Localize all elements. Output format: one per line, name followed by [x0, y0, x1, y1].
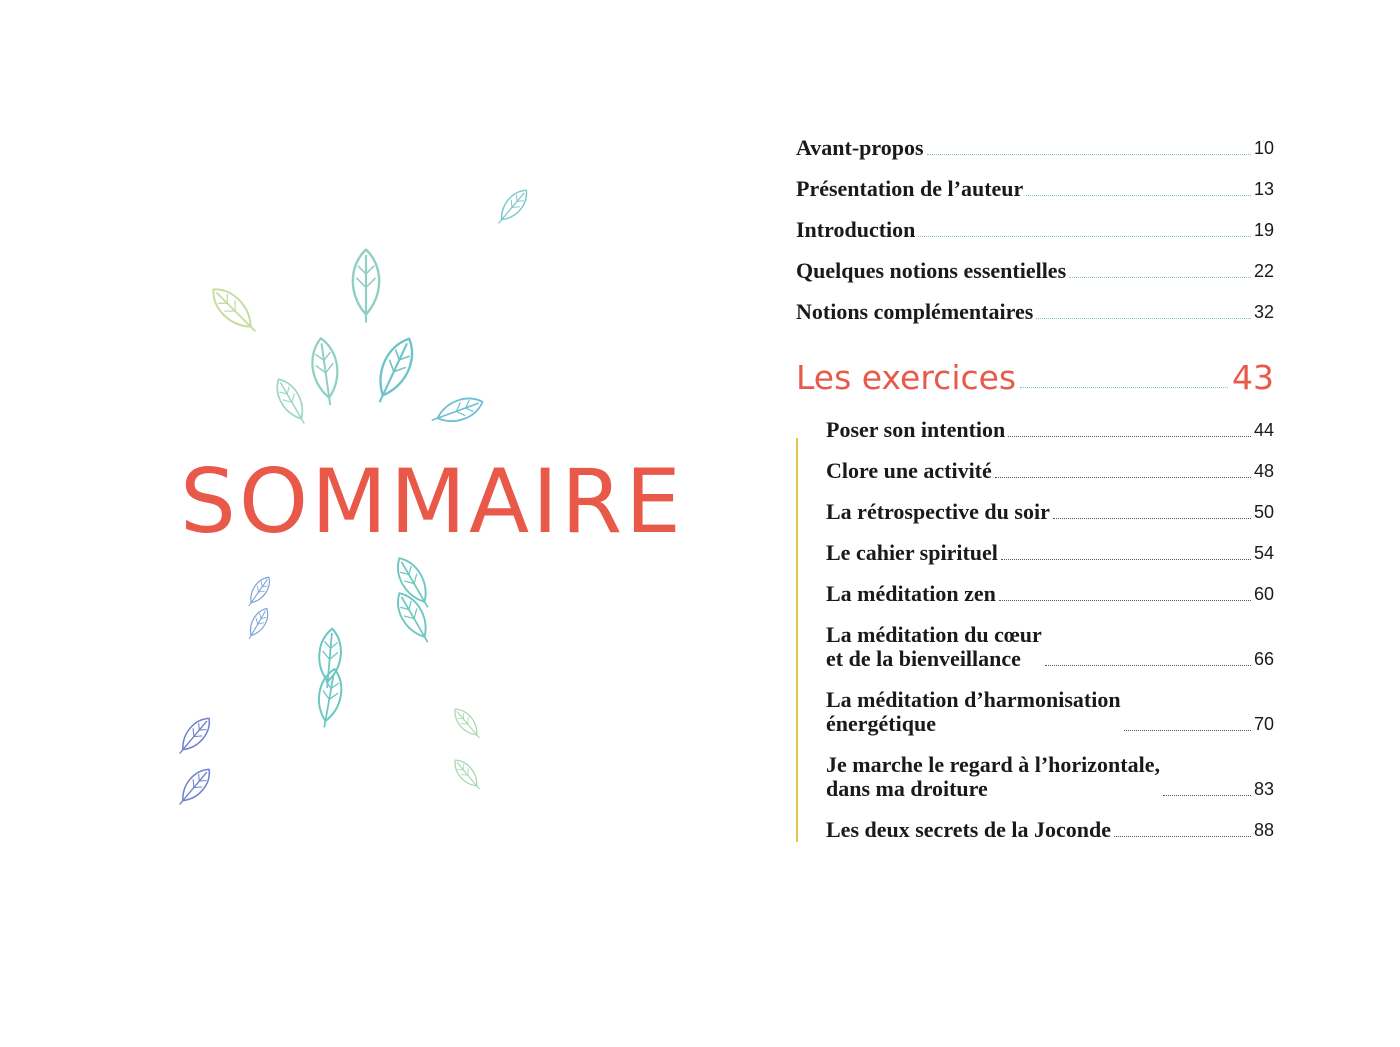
- dot-leader: [1008, 436, 1251, 437]
- dot-leader: [1163, 795, 1251, 796]
- toc-entry-title-line2: dans ma droiture: [826, 776, 988, 801]
- toc-entry-title-line2: et de la bienveillance: [826, 646, 1021, 671]
- toc-entry-page: 88: [1253, 820, 1274, 840]
- toc-entry-page: 48: [1253, 461, 1274, 481]
- sub-entries: [826, 418, 1274, 842]
- sommaire-title: SOMMAIRE: [180, 450, 684, 553]
- right-page: [700, 0, 1400, 1047]
- toc-entry-title: La méditation zen: [826, 581, 996, 606]
- leaf-icon: [353, 250, 379, 323]
- leaf-icon: [173, 764, 215, 810]
- dot-leader: [1036, 318, 1251, 319]
- toc-entry-title: Les deux secrets de la Joconde: [826, 817, 1111, 842]
- toc-entry-je-marche[interactable]: [826, 753, 1274, 801]
- dot-leader: [1124, 730, 1251, 731]
- leaf-icon: [244, 574, 275, 610]
- table-of-contents: [796, 136, 1274, 842]
- toc-entry-title-line1: Je marche le regard à l’horizontale,: [826, 752, 1160, 777]
- toc-entry-title: Le cahier spirituel: [826, 540, 998, 565]
- leaf-icon: [428, 393, 485, 430]
- leaf-icon: [450, 705, 485, 743]
- toc-entry-page: 22: [1253, 261, 1274, 281]
- toc-entry-page: 19: [1253, 220, 1274, 240]
- toc-entry-avant-propos[interactable]: [796, 136, 1274, 160]
- toc-entry-notions-essentielles[interactable]: [796, 259, 1274, 283]
- toc-entry-clore-activite[interactable]: [826, 459, 1274, 483]
- leaf-icon: [314, 667, 345, 729]
- toc-entry-notions-complementaires[interactable]: [796, 300, 1274, 324]
- main-entries: [796, 136, 1274, 324]
- dot-leader: [1114, 836, 1251, 837]
- toc-entry-page: 32: [1253, 302, 1274, 322]
- dot-leader: [1026, 195, 1251, 196]
- toc-entry-page: 44: [1253, 420, 1274, 440]
- toc-entry-poser-intention[interactable]: [826, 418, 1274, 442]
- toc-entry-page: 13: [1253, 179, 1274, 199]
- toc-section-exercices[interactable]: [796, 360, 1274, 396]
- leaf-icon: [244, 605, 273, 642]
- toc-entry-title: Poser son intention: [826, 417, 1006, 442]
- toc-entry-page: 66: [1253, 649, 1274, 669]
- dot-leader: [1020, 387, 1228, 388]
- toc-entry-title: Avant-propos: [796, 135, 924, 160]
- toc-entry-title: Présentation de l’auteur: [796, 176, 1024, 201]
- toc-entry-page: 50: [1253, 502, 1274, 522]
- toc-entry-title: [826, 753, 1160, 801]
- toc-entry-title: La rétrospective du soir: [826, 499, 1050, 524]
- toc-entry-title-line1: La méditation d’harmonisation: [826, 687, 1121, 712]
- toc-entry-title: [826, 623, 1042, 671]
- toc-entry-page: 60: [1253, 584, 1274, 604]
- dot-leader: [995, 477, 1251, 478]
- toc-entry-page: 54: [1253, 543, 1274, 563]
- toc-entry-page: 70: [1253, 714, 1274, 734]
- toc-entry-cahier-spirituel[interactable]: [826, 541, 1274, 565]
- toc-entry-introduction[interactable]: [796, 218, 1274, 242]
- toc-entry-meditation-zen[interactable]: [826, 582, 1274, 606]
- toc-entry-presentation-auteur[interactable]: [796, 177, 1274, 201]
- dot-leader: [927, 154, 1251, 155]
- dot-leader: [1069, 277, 1251, 278]
- toc-entry-title: Introduction: [796, 217, 916, 242]
- leaf-icon: [493, 185, 533, 228]
- leaf-icon: [368, 333, 421, 407]
- toc-entry-title: Quelques notions essentielles: [796, 258, 1067, 283]
- dot-leader: [999, 600, 1251, 601]
- toc-entry-title-line2: énergétique: [826, 711, 936, 736]
- toc-entry-meditation-harmonisation[interactable]: [826, 688, 1274, 736]
- toc-entry-retrospective-soir[interactable]: [826, 500, 1274, 524]
- dot-leader: [1001, 559, 1251, 560]
- toc-entry-title: [826, 688, 1121, 736]
- dot-leader: [1045, 665, 1251, 666]
- toc-entry-page: 83: [1253, 779, 1274, 799]
- dot-leader: [918, 236, 1251, 237]
- leaf-icon: [309, 337, 343, 407]
- section-rule: [796, 438, 798, 842]
- toc-entry-title: Clore une activité: [826, 458, 992, 483]
- toc-entry-secrets-joconde[interactable]: [826, 818, 1274, 842]
- leaf-icon: [173, 713, 215, 759]
- toc-entry-meditation-coeur[interactable]: [826, 623, 1274, 671]
- section-page: 43: [1232, 358, 1274, 397]
- section-title: Les exercices: [796, 358, 1017, 397]
- leaf-icon: [450, 756, 485, 794]
- toc-entry-title-line1: La méditation du cœur: [826, 622, 1042, 647]
- toc-entry-title: Notions complémentaires: [796, 299, 1034, 324]
- leaf-icon: [271, 375, 313, 429]
- exercices-list: [796, 418, 1274, 842]
- leaf-icon: [206, 282, 263, 339]
- toc-entry-page: 10: [1253, 138, 1274, 158]
- dot-leader: [1053, 518, 1251, 519]
